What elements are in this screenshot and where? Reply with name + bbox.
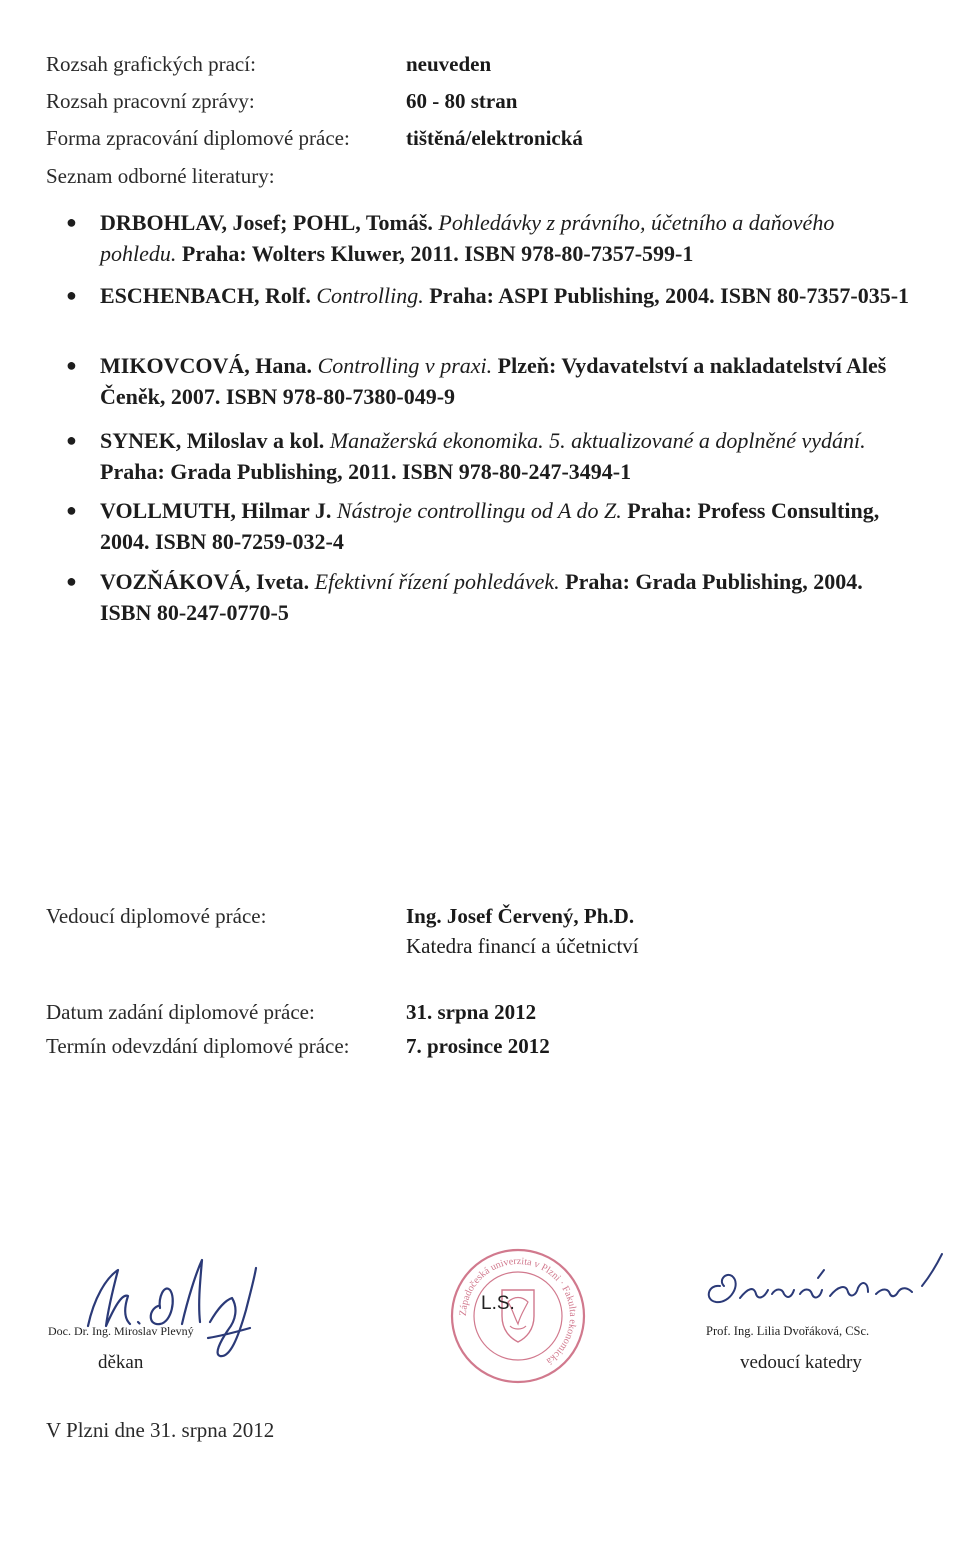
head-name: Prof. Ing. Lilia Dvořáková, CSc. [706, 1324, 870, 1338]
label-supervisor: Vedoucí diplomové práce: [46, 904, 267, 928]
label-thesis-form: Forma zpracování diplomové práce: [46, 126, 350, 150]
bullet-icon: ● [66, 571, 77, 591]
dean-title: děkan [98, 1352, 144, 1373]
reference-item: ● MIKOVCOVÁ, Hana. Controlling v praxi. Plzeň: Vydavatelství a nakladatelství Aleš Čeněk, 2007. ISBN 978-80-7380-049-9 [100, 350, 910, 412]
bullet-icon: ● [66, 355, 77, 375]
stamp-label: L.S. [481, 1293, 515, 1314]
reference-item: ● DRBOHLAV, Josef; POHL, Tomáš. Pohledávky z právního, účetního a daňového pohledu. Praha: Wolters Kluwer, 2011. ISBN 978-80-7357-599-1 [100, 207, 910, 269]
bullet-icon: ● [66, 500, 77, 520]
supervisor-name: Ing. Josef Červený, Ph.D. [406, 904, 635, 928]
university-stamp [448, 1246, 588, 1386]
submission-date: 7. prosince 2012 [406, 1034, 550, 1058]
place-date: V Plzni dne 31. srpna 2012 [46, 1418, 275, 1442]
bullet-icon: ● [66, 212, 77, 232]
value-graphic-scope: neuveden [406, 52, 492, 76]
bullet-icon: ● [66, 430, 77, 450]
label-literature: Seznam odborné literatury: [46, 164, 275, 188]
label-graphic-scope: Rozsah grafických prací: [46, 52, 256, 76]
dean-signature [60, 1238, 290, 1363]
label-report-scope: Rozsah pracovní zprávy: [46, 89, 255, 113]
label-assignment-date: Datum zadání diplomové práce: [46, 1000, 315, 1024]
reference-item: ● SYNEK, Miloslav a kol. Manažerská ekonomika. 5. aktualizované a doplněné vydání. Praha: Grada Publishing, 2011. ISBN 978-80-247-3494-1 [100, 425, 910, 487]
reference-item: ● VOLLMUTH, Hilmar J. Nástroje controllingu od A do Z. Praha: Profess Consulting, 2004. ISBN 80-7259-032-4 [100, 495, 910, 557]
stamp-ring-text: Západočeská univerzita v Plzni · Fakulta ekonomická [457, 1255, 579, 1367]
value-report-scope: 60 - 80 stran [406, 89, 518, 113]
assignment-date: 31. srpna 2012 [406, 1000, 537, 1024]
reference-item: ● ESCHENBACH, Rolf. Controlling. Praha: ASPI Publishing, 2004. ISBN 80-7357-035-1 [100, 280, 910, 311]
head-title: vedoucí katedry [740, 1352, 862, 1373]
reference-item: ● VOZŇÁKOVÁ, Iveta. Efektivní řízení pohledávek. Praha: Grada Publishing, 2004. ISBN 80-247-0770-5 [100, 566, 910, 628]
head-signature [690, 1248, 950, 1318]
label-submission-date: Termín odevzdání diplomové práce: [46, 1034, 350, 1058]
supervisor-department: Katedra financí a účetnictví [406, 934, 639, 958]
value-thesis-form: tištěná/elektronická [406, 126, 583, 150]
bullet-icon: ● [66, 285, 77, 305]
dean-name: Doc. Dr. Ing. Miroslav Plevný [48, 1324, 194, 1338]
